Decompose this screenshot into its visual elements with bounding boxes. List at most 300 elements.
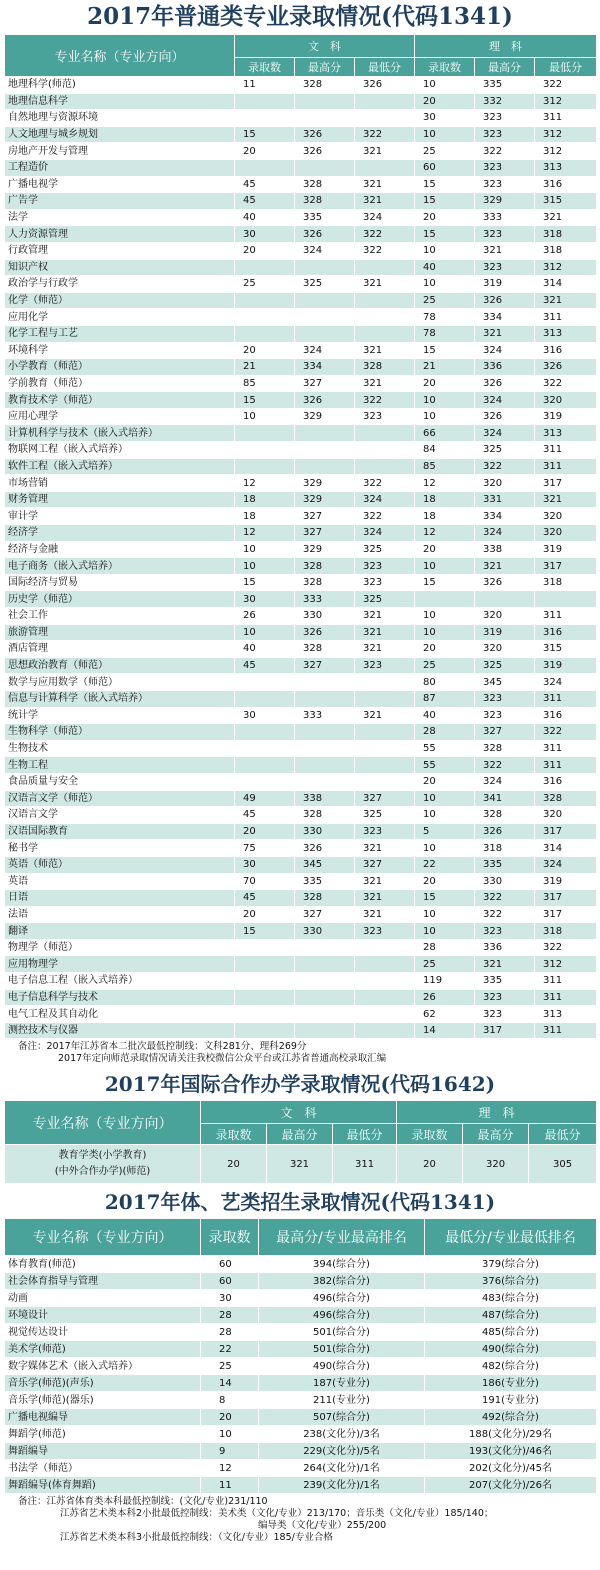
cell-science-max: 326: [475, 574, 535, 591]
intl-science-max: 320: [463, 1145, 529, 1184]
table-row: [5, 1273, 597, 1290]
intl-arts-count-header: 录取数: [201, 1124, 267, 1145]
cell-arts-max: 328: [295, 77, 355, 94]
cell-min: 188(文化分)/29名: [425, 1426, 597, 1443]
cell-arts-count: 26: [235, 608, 295, 625]
cell-science-count: 12: [415, 525, 475, 542]
cell-arts-max: [295, 757, 355, 774]
cell-arts-min: 321: [355, 873, 415, 890]
cell-name: 小学教育（师范）: [5, 359, 235, 376]
science-count-header: 录取数: [415, 58, 475, 77]
cell-arts-min: [355, 259, 415, 276]
cell-min: 186(专业分): [425, 1375, 597, 1392]
cell-arts-max: 333: [295, 591, 355, 608]
intl-science-count: 20: [397, 1145, 463, 1184]
cell-arts-count: [235, 159, 295, 176]
cell-science-count: 20: [415, 541, 475, 558]
cell-science-count: 10: [415, 790, 475, 807]
cell-name: 知识产权: [5, 259, 235, 276]
cell-science-min: 314: [535, 840, 597, 857]
cell-name: 美术学(师范): [5, 1341, 201, 1358]
cell-science-count: 119: [415, 973, 475, 990]
cell-science-min: 315: [535, 193, 597, 210]
table-row: [5, 309, 597, 326]
cell-arts-max: [295, 159, 355, 176]
cell-arts-count: 10: [235, 408, 295, 425]
table-row: [5, 1341, 597, 1358]
arts-min-header: 最低分: [355, 58, 415, 77]
cell-arts-min: [355, 442, 415, 459]
cell-science-count: 15: [415, 890, 475, 907]
cell-arts-max: 327: [295, 375, 355, 392]
cell-arts-max: 325: [295, 276, 355, 293]
cell-arts-min: [355, 690, 415, 707]
cell-science-max: 335: [475, 856, 535, 873]
intl-arts-max-header: 最高分: [267, 1124, 333, 1145]
cell-arts-count: 45: [235, 193, 295, 210]
table-row: [5, 1307, 597, 1324]
cell-arts-min: 325: [355, 591, 415, 608]
table-row: [5, 1256, 597, 1273]
cell-name: 酒店管理: [5, 641, 235, 658]
cell-arts-min: [355, 425, 415, 442]
cell-science-max: 341: [475, 790, 535, 807]
cell-arts-max: [295, 989, 355, 1006]
cell-name: 统计学: [5, 707, 235, 724]
cell-science-max: 323: [475, 690, 535, 707]
cell-arts-count: 70: [235, 873, 295, 890]
cell-max: 239(文化分)/1名: [259, 1477, 425, 1494]
cell-arts-count: [235, 442, 295, 459]
cell-name: 汉语国际教育: [5, 823, 235, 840]
cell-name: 数学与应用数学（师范）: [5, 674, 235, 691]
cell-arts-max: 326: [295, 624, 355, 641]
cell-count: 60: [201, 1273, 259, 1290]
cell-name: 物理学（师范）: [5, 939, 235, 956]
cell-science-min: 317: [535, 890, 597, 907]
cell-science-min: 322: [535, 724, 597, 741]
cell-arts-count: 12: [235, 525, 295, 542]
cell-name: 测控技术与仪器: [5, 1022, 235, 1039]
note-sports-line-1: 备注：江苏省体育类本科最低控制线：(文化/专业)231/110: [18, 1496, 268, 1508]
cell-science-max: 323: [475, 1006, 535, 1023]
table-row: [5, 1443, 597, 1460]
cell-arts-count: 15: [235, 126, 295, 143]
cell-science-max: 330: [475, 873, 535, 890]
cell-name: 旅游管理: [5, 624, 235, 641]
cell-count: 28: [201, 1324, 259, 1341]
table-row: [5, 1409, 597, 1426]
cell-name: 生物工程: [5, 757, 235, 774]
cell-science-min: 322: [535, 939, 597, 956]
cell-arts-max: 326: [295, 226, 355, 243]
cell-max: 496(综合分): [259, 1290, 425, 1307]
major-name-header: 专业名称（专业方向）: [5, 35, 235, 77]
cell-arts-max: [295, 292, 355, 309]
cell-name: 书法学（师范）: [5, 1460, 201, 1477]
cell-name: 音乐学(师范)(声乐): [5, 1375, 201, 1392]
cell-science-count: 10: [415, 392, 475, 409]
cell-arts-min: [355, 956, 415, 973]
table-row: [5, 807, 597, 824]
cell-arts-count: 30: [235, 226, 295, 243]
cell-count: 8: [201, 1392, 259, 1409]
cell-arts-count: [235, 458, 295, 475]
cell-arts-count: 10: [235, 541, 295, 558]
cell-arts-count: 49: [235, 790, 295, 807]
cell-arts-count: [235, 956, 295, 973]
cell-name: 人文地理与城乡规划: [5, 126, 235, 143]
cell-science-count: [415, 591, 475, 608]
cell-science-min: 311: [535, 458, 597, 475]
table-row: [5, 923, 597, 940]
intl-arts-count: 20: [201, 1145, 267, 1184]
cell-arts-min: [355, 292, 415, 309]
cell-name: 电子信息工程（嵌入式培养）: [5, 973, 235, 990]
cell-arts-min: [355, 93, 415, 110]
cell-science-min: 321: [535, 491, 597, 508]
intl-science-max-header: 最高分: [463, 1124, 529, 1145]
cell-science-count: 15: [415, 193, 475, 210]
intl-arts-min: 311: [333, 1145, 397, 1184]
cell-arts-count: 20: [235, 143, 295, 160]
cell-arts-min: 325: [355, 541, 415, 558]
cell-arts-max: 338: [295, 790, 355, 807]
cell-science-max: 326: [475, 375, 535, 392]
cell-name: 人力资源管理: [5, 226, 235, 243]
cell-arts-count: 45: [235, 807, 295, 824]
table-row: [5, 856, 597, 873]
cell-science-min: 319: [535, 541, 597, 558]
science-min-header: 最低分: [535, 58, 597, 77]
cell-science-count: 25: [415, 956, 475, 973]
cell-arts-min: [355, 773, 415, 790]
cell-arts-min: 321: [355, 342, 415, 359]
cell-science-min: 312: [535, 93, 597, 110]
cell-arts-count: [235, 939, 295, 956]
cell-arts-min: 324: [355, 491, 415, 508]
cell-name: 地理信息科学: [5, 93, 235, 110]
cell-arts-max: 330: [295, 923, 355, 940]
cell-arts-min: [355, 724, 415, 741]
cell-science-min: 317: [535, 823, 597, 840]
cell-science-count: 28: [415, 939, 475, 956]
cell-science-max: 320: [475, 641, 535, 658]
cell-science-count: 20: [415, 375, 475, 392]
cell-science-min: 313: [535, 425, 597, 442]
cell-arts-max: 345: [295, 856, 355, 873]
cell-name: 环境设计: [5, 1307, 201, 1324]
cell-arts-min: [355, 989, 415, 1006]
cell-arts-max: [295, 325, 355, 342]
cell-arts-min: 327: [355, 856, 415, 873]
cell-arts-min: 324: [355, 209, 415, 226]
cell-name: 视觉传达设计: [5, 1324, 201, 1341]
cell-science-count: 15: [415, 342, 475, 359]
cell-arts-count: 40: [235, 209, 295, 226]
cell-name: 汉语言文学: [5, 807, 235, 824]
cell-arts-count: [235, 740, 295, 757]
cell-min: 492(综合分): [425, 1409, 597, 1426]
cell-science-max: 323: [475, 159, 535, 176]
cell-arts-count: 45: [235, 657, 295, 674]
cell-science-min: 317: [535, 558, 597, 575]
cell-count: 14: [201, 1375, 259, 1392]
sa-major-name-header: 专业名称（专业方向）: [5, 1219, 201, 1256]
cell-arts-count: 20: [235, 342, 295, 359]
table-row: [5, 93, 597, 110]
intl-science-min: 305: [529, 1145, 597, 1184]
cell-science-min: 326: [535, 359, 597, 376]
cell-science-count: 78: [415, 309, 475, 326]
cell-arts-max: 330: [295, 823, 355, 840]
cell-science-count: 25: [415, 657, 475, 674]
cell-arts-max: [295, 690, 355, 707]
cell-science-count: 10: [415, 77, 475, 94]
table-row: [5, 840, 597, 857]
table-row: [5, 242, 597, 259]
cell-count: 25: [201, 1358, 259, 1375]
cell-science-max: 326: [475, 408, 535, 425]
table-row: [5, 707, 597, 724]
cell-science-max: 323: [475, 226, 535, 243]
table-row: [5, 574, 597, 591]
cell-science-min: 311: [535, 973, 597, 990]
cell-arts-min: 326: [355, 77, 415, 94]
cell-arts-max: 324: [295, 342, 355, 359]
cell-science-min: 320: [535, 525, 597, 542]
cell-arts-max: [295, 259, 355, 276]
cell-science-min: 322: [535, 375, 597, 392]
cell-science-count: 78: [415, 325, 475, 342]
cell-name: 广播电视编导: [5, 1409, 201, 1426]
intl-major-line-1: 教育学类(小学教育): [58, 1150, 147, 1162]
cell-arts-max: 326: [295, 143, 355, 160]
table-row: [5, 525, 597, 542]
cell-science-max: 322: [475, 143, 535, 160]
cell-name: 体育教育(师范): [5, 1256, 201, 1273]
intl-major-name: [5, 1145, 201, 1184]
cell-science-count: 15: [415, 574, 475, 591]
cell-science-max: 324: [475, 342, 535, 359]
cell-science-count: 20: [415, 773, 475, 790]
cell-name: 秘书学: [5, 840, 235, 857]
cell-name: 电子信息科学与技术: [5, 989, 235, 1006]
cell-arts-count: [235, 425, 295, 442]
intl-science-count-header: 录取数: [397, 1124, 463, 1145]
cell-science-count: 10: [415, 558, 475, 575]
cell-science-max: 324: [475, 525, 535, 542]
cell-science-max: 323: [475, 126, 535, 143]
table-row: [5, 143, 597, 160]
cell-name: 地理科学(师范): [5, 77, 235, 94]
cell-science-min: 311: [535, 740, 597, 757]
cell-science-count: 80: [415, 674, 475, 691]
cell-min: 376(综合分): [425, 1273, 597, 1290]
table-row: [5, 690, 597, 707]
cell-arts-max: [295, 442, 355, 459]
cell-name: 审计学: [5, 508, 235, 525]
cell-arts-min: 323: [355, 408, 415, 425]
cell-arts-min: 321: [355, 624, 415, 641]
cell-science-max: 321: [475, 956, 535, 973]
cell-science-count: 20: [415, 641, 475, 658]
cell-science-max: 317: [475, 1022, 535, 1039]
cell-science-min: 311: [535, 442, 597, 459]
cell-name: 经济与金融: [5, 541, 235, 558]
cell-science-max: [475, 591, 535, 608]
cell-arts-min: 323: [355, 558, 415, 575]
cell-min: 490(综合分): [425, 1341, 597, 1358]
cell-arts-count: 75: [235, 840, 295, 857]
cell-science-min: 319: [535, 408, 597, 425]
cell-min: 487(综合分): [425, 1307, 597, 1324]
science-max-header: 最高分: [475, 58, 535, 77]
cell-arts-max: [295, 724, 355, 741]
cell-science-min: 318: [535, 226, 597, 243]
cell-arts-min: 322: [355, 508, 415, 525]
cell-arts-min: [355, 740, 415, 757]
cell-max: 507(综合分): [259, 1409, 425, 1426]
cell-arts-min: [355, 1022, 415, 1039]
cell-arts-count: 15: [235, 923, 295, 940]
table-row: [5, 906, 597, 923]
cell-arts-min: 321: [355, 375, 415, 392]
cell-arts-max: 326: [295, 840, 355, 857]
cell-science-count: 21: [415, 359, 475, 376]
intl-arts-max: 321: [267, 1145, 333, 1184]
cell-science-max: 323: [475, 259, 535, 276]
cell-science-min: 324: [535, 674, 597, 691]
cell-science-count: 55: [415, 757, 475, 774]
table-row: [5, 989, 597, 1006]
intl-arts-header: 文 科: [201, 1101, 397, 1124]
cell-science-min: 311: [535, 690, 597, 707]
table-row: [5, 110, 597, 127]
cell-arts-max: 329: [295, 475, 355, 492]
cell-max: 229(文化分)/5名: [259, 1443, 425, 1460]
international-admission-table: [4, 1100, 597, 1184]
cell-science-min: 321: [535, 292, 597, 309]
table-row: [5, 292, 597, 309]
cell-arts-max: 327: [295, 906, 355, 923]
cell-science-max: 320: [475, 475, 535, 492]
cell-science-min: 321: [535, 209, 597, 226]
cell-name: 财务管理: [5, 491, 235, 508]
cell-arts-count: [235, 690, 295, 707]
cell-science-min: 311: [535, 110, 597, 127]
cell-science-max: 345: [475, 674, 535, 691]
title-general: 2017年普通类专业录取情况(代码1341): [87, 3, 513, 30]
cell-arts-count: [235, 309, 295, 326]
cell-science-count: 25: [415, 143, 475, 160]
title-sports-arts: 2017年体、艺类招生录取情况(代码1341): [104, 1190, 496, 1215]
cell-arts-count: [235, 1006, 295, 1023]
table-row: [5, 674, 597, 691]
cell-max: 238(文化分)/3名: [259, 1426, 425, 1443]
cell-arts-max: 327: [295, 657, 355, 674]
cell-min: 379(综合分): [425, 1256, 597, 1273]
cell-science-max: 323: [475, 989, 535, 1006]
cell-count: 60: [201, 1256, 259, 1273]
cell-science-max: 327: [475, 724, 535, 741]
cell-name: 音乐学(师范)(器乐): [5, 1392, 201, 1409]
table-row: [5, 757, 597, 774]
cell-science-min: 320: [535, 392, 597, 409]
cell-name: 应用心理学: [5, 408, 235, 425]
cell-arts-count: [235, 292, 295, 309]
cell-science-min: 311: [535, 309, 597, 326]
cell-science-min: 312: [535, 126, 597, 143]
cell-arts-max: 328: [295, 641, 355, 658]
cell-arts-max: 327: [295, 508, 355, 525]
cell-count: 22: [201, 1341, 259, 1358]
cell-science-count: 60: [415, 159, 475, 176]
cell-science-max: 322: [475, 890, 535, 907]
cell-arts-count: 45: [235, 176, 295, 193]
sa-min-header: 最低分/专业最低排名: [425, 1219, 597, 1256]
cell-science-count: 84: [415, 442, 475, 459]
table-row: [5, 408, 597, 425]
cell-science-max: 334: [475, 508, 535, 525]
cell-science-max: 321: [475, 558, 535, 575]
cell-arts-min: 321: [355, 906, 415, 923]
table-row: [5, 126, 597, 143]
cell-arts-max: [295, 1006, 355, 1023]
cell-science-count: 20: [415, 873, 475, 890]
sa-count-header: 录取数: [201, 1219, 259, 1256]
table-row: [5, 325, 597, 342]
cell-science-count: 18: [415, 491, 475, 508]
cell-arts-count: 25: [235, 276, 295, 293]
cell-arts-max: 330: [295, 608, 355, 625]
cell-science-max: 326: [475, 823, 535, 840]
cell-arts-min: [355, 110, 415, 127]
cell-science-min: 322: [535, 77, 597, 94]
cell-arts-min: 321: [355, 641, 415, 658]
cell-name: 动画: [5, 1290, 201, 1307]
cell-min: 482(综合分): [425, 1358, 597, 1375]
cell-science-min: 311: [535, 757, 597, 774]
cell-arts-count: 11: [235, 77, 295, 94]
cell-arts-min: [355, 458, 415, 475]
cell-name: 生物技术: [5, 740, 235, 757]
cell-arts-max: [295, 458, 355, 475]
intl-arts-min-header: 最低分: [333, 1124, 397, 1145]
cell-name: 电子商务（嵌入式培养）: [5, 558, 235, 575]
table-row: [5, 1022, 597, 1039]
cell-science-count: 10: [415, 624, 475, 641]
cell-arts-min: 323: [355, 574, 415, 591]
cell-arts-min: [355, 757, 415, 774]
table-row: [5, 890, 597, 907]
table-row: [5, 159, 597, 176]
cell-science-count: 10: [415, 840, 475, 857]
cell-arts-max: [295, 773, 355, 790]
cell-arts-max: 335: [295, 873, 355, 890]
cell-science-min: 317: [535, 475, 597, 492]
cell-count: 10: [201, 1426, 259, 1443]
table-row: [5, 790, 597, 807]
cell-name: 物联网工程（嵌入式培养）: [5, 442, 235, 459]
cell-arts-min: 321: [355, 840, 415, 857]
cell-name: 政治学与行政学: [5, 276, 235, 293]
cell-count: 30: [201, 1290, 259, 1307]
note-arts-line-3: 编导类（文化/专业）255/200: [258, 1520, 387, 1532]
cell-science-max: 321: [475, 242, 535, 259]
cell-science-max: 336: [475, 939, 535, 956]
cell-name: 应用化学: [5, 309, 235, 326]
